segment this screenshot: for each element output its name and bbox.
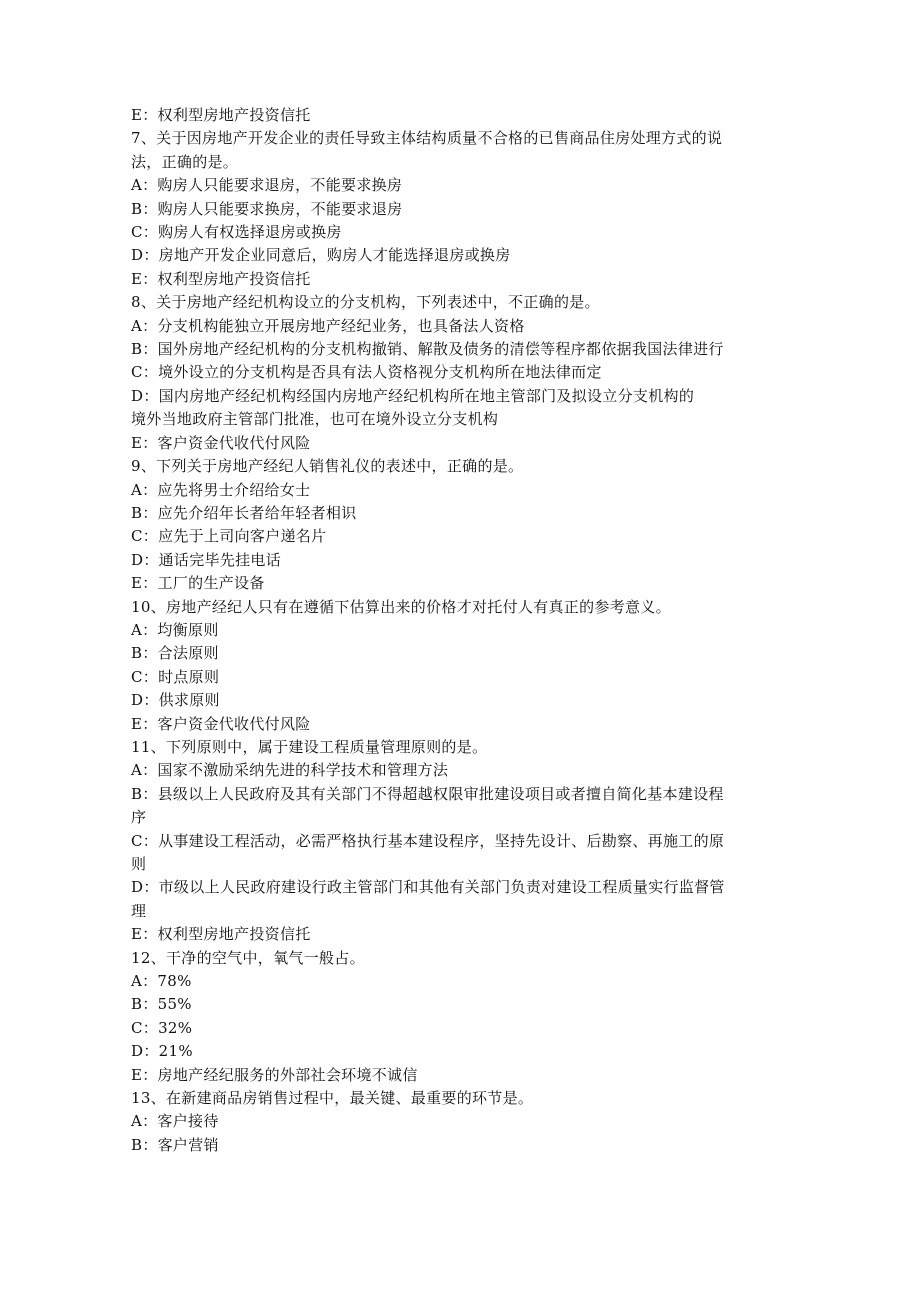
option-d-q9: D：通话完毕先挂电话 (131, 550, 282, 569)
option-a-q10: A：均衡原则 (131, 620, 219, 639)
document-body (131, 104, 791, 1157)
question-8: 8、关于房地产经纪机构设立的分支机构，下列表述中，不正确的是。 (131, 293, 600, 312)
option-b-q12: B：55% (131, 995, 192, 1014)
question-13: 13、在新建商品房销售过程中，最关键、最重要的环节是。 (131, 1089, 534, 1108)
option-e-q6: E：权利型房地产投资信托 (131, 106, 311, 124)
question-7-line-2: 法，正确的是。 (131, 152, 239, 171)
option-c-q8: C：境外设立的分支机构是否具有法人资格视分支机构所在地法律而定 (131, 363, 602, 382)
option-d-q11-line-2: 理 (131, 901, 147, 920)
option-c-q9: C：应先于上司向客户递名片 (131, 527, 327, 546)
option-b-q13: B：客户营销 (131, 1135, 219, 1154)
option-d-q8-line-2: 境外当地政府主管部门批准，也可在境外设立分支机构 (131, 410, 499, 429)
option-a-q8: A：分支机构能独立开展房地产经纪业务，也具备法人资格 (131, 316, 525, 335)
question-11: 11、下列原则中，属于建设工程质量管理原则的是。 (131, 737, 488, 756)
option-d-q7: D：房地产开发企业同意后，购房人才能选择退房或换房 (131, 246, 511, 265)
question-9: 9、下列关于房地产经纪人销售礼仪的表述中，正确的是。 (131, 457, 524, 476)
option-e-q12: E：房地产经纪服务的外部社会环境不诚信 (131, 1065, 418, 1084)
option-d-q11-line-1: D：市级以上人民政府建设行政主管部门和其他有关部门负责对建设工程质量实行监督管 (131, 878, 725, 897)
question-10: 10、房地产经纪人只有在遵循下估算出来的价格才对托付人有真正的参考意义。 (131, 597, 671, 616)
option-b-q11-line-1: B：县级以上人民政府及其有关部门不得超越权限审批建设项目或者擅自简化基本建设程 (131, 784, 724, 803)
option-e-q7: E：权利型房地产投资信托 (131, 269, 311, 288)
option-e-q11: E：权利型房地产投资信托 (131, 925, 311, 944)
option-b-q10: B：合法原则 (131, 644, 219, 663)
option-a-q12: A：78% (131, 972, 192, 991)
option-b-q11-line-2: 序 (131, 808, 147, 827)
option-e-q9: E：工厂的生产设备 (131, 574, 265, 593)
option-e-q10: E：客户资金代收代付风险 (131, 714, 311, 733)
option-a-q13: A：客户接待 (131, 1112, 219, 1131)
question-7-line-1: 7、关于因房地产开发企业的责任导致主体结构质量不合格的已售商品住房处理方式的说 (131, 129, 723, 148)
option-c-q7: C：购房人有权选择退房或换房 (131, 223, 342, 242)
option-b-q8: B：国外房地产经纪机构的分支机构撤销、解散及债务的清偿等程序都依据我国法律进行 (131, 340, 724, 359)
option-c-q11-line-1: C：从事建设工程活动，必需严格执行基本建设程序，坚持先设计、后勘察、再施工的原 (131, 831, 725, 850)
option-c-q10: C：时点原则 (131, 667, 220, 686)
option-a-q9: A：应先将男士介绍给女士 (131, 480, 311, 499)
option-a-q11: A：国家不激励采纳先进的科学技术和管理方法 (131, 761, 449, 780)
option-d-q12: D：21% (131, 1042, 193, 1061)
option-c-q12: C：32% (131, 1018, 193, 1037)
option-c-q11-line-2: 则 (131, 855, 147, 873)
option-b-q7: B：购房人只能要求换房，不能要求退房 (131, 199, 403, 218)
option-e-q8: E：客户资金代收代付风险 (131, 433, 311, 452)
option-d-q8-line-1: D：国内房地产经纪机构经国内房地产经纪机构所在地主管部门及拟设立分支机构的 (131, 386, 695, 405)
option-b-q9: B：应先介绍年长者给年轻者相识 (131, 503, 357, 522)
option-d-q10: D：供求原则 (131, 691, 220, 710)
option-a-q7: A：购房人只能要求退房，不能要求换房 (131, 176, 403, 195)
question-12: 12、干净的空气中，氧气一般占。 (131, 948, 365, 967)
